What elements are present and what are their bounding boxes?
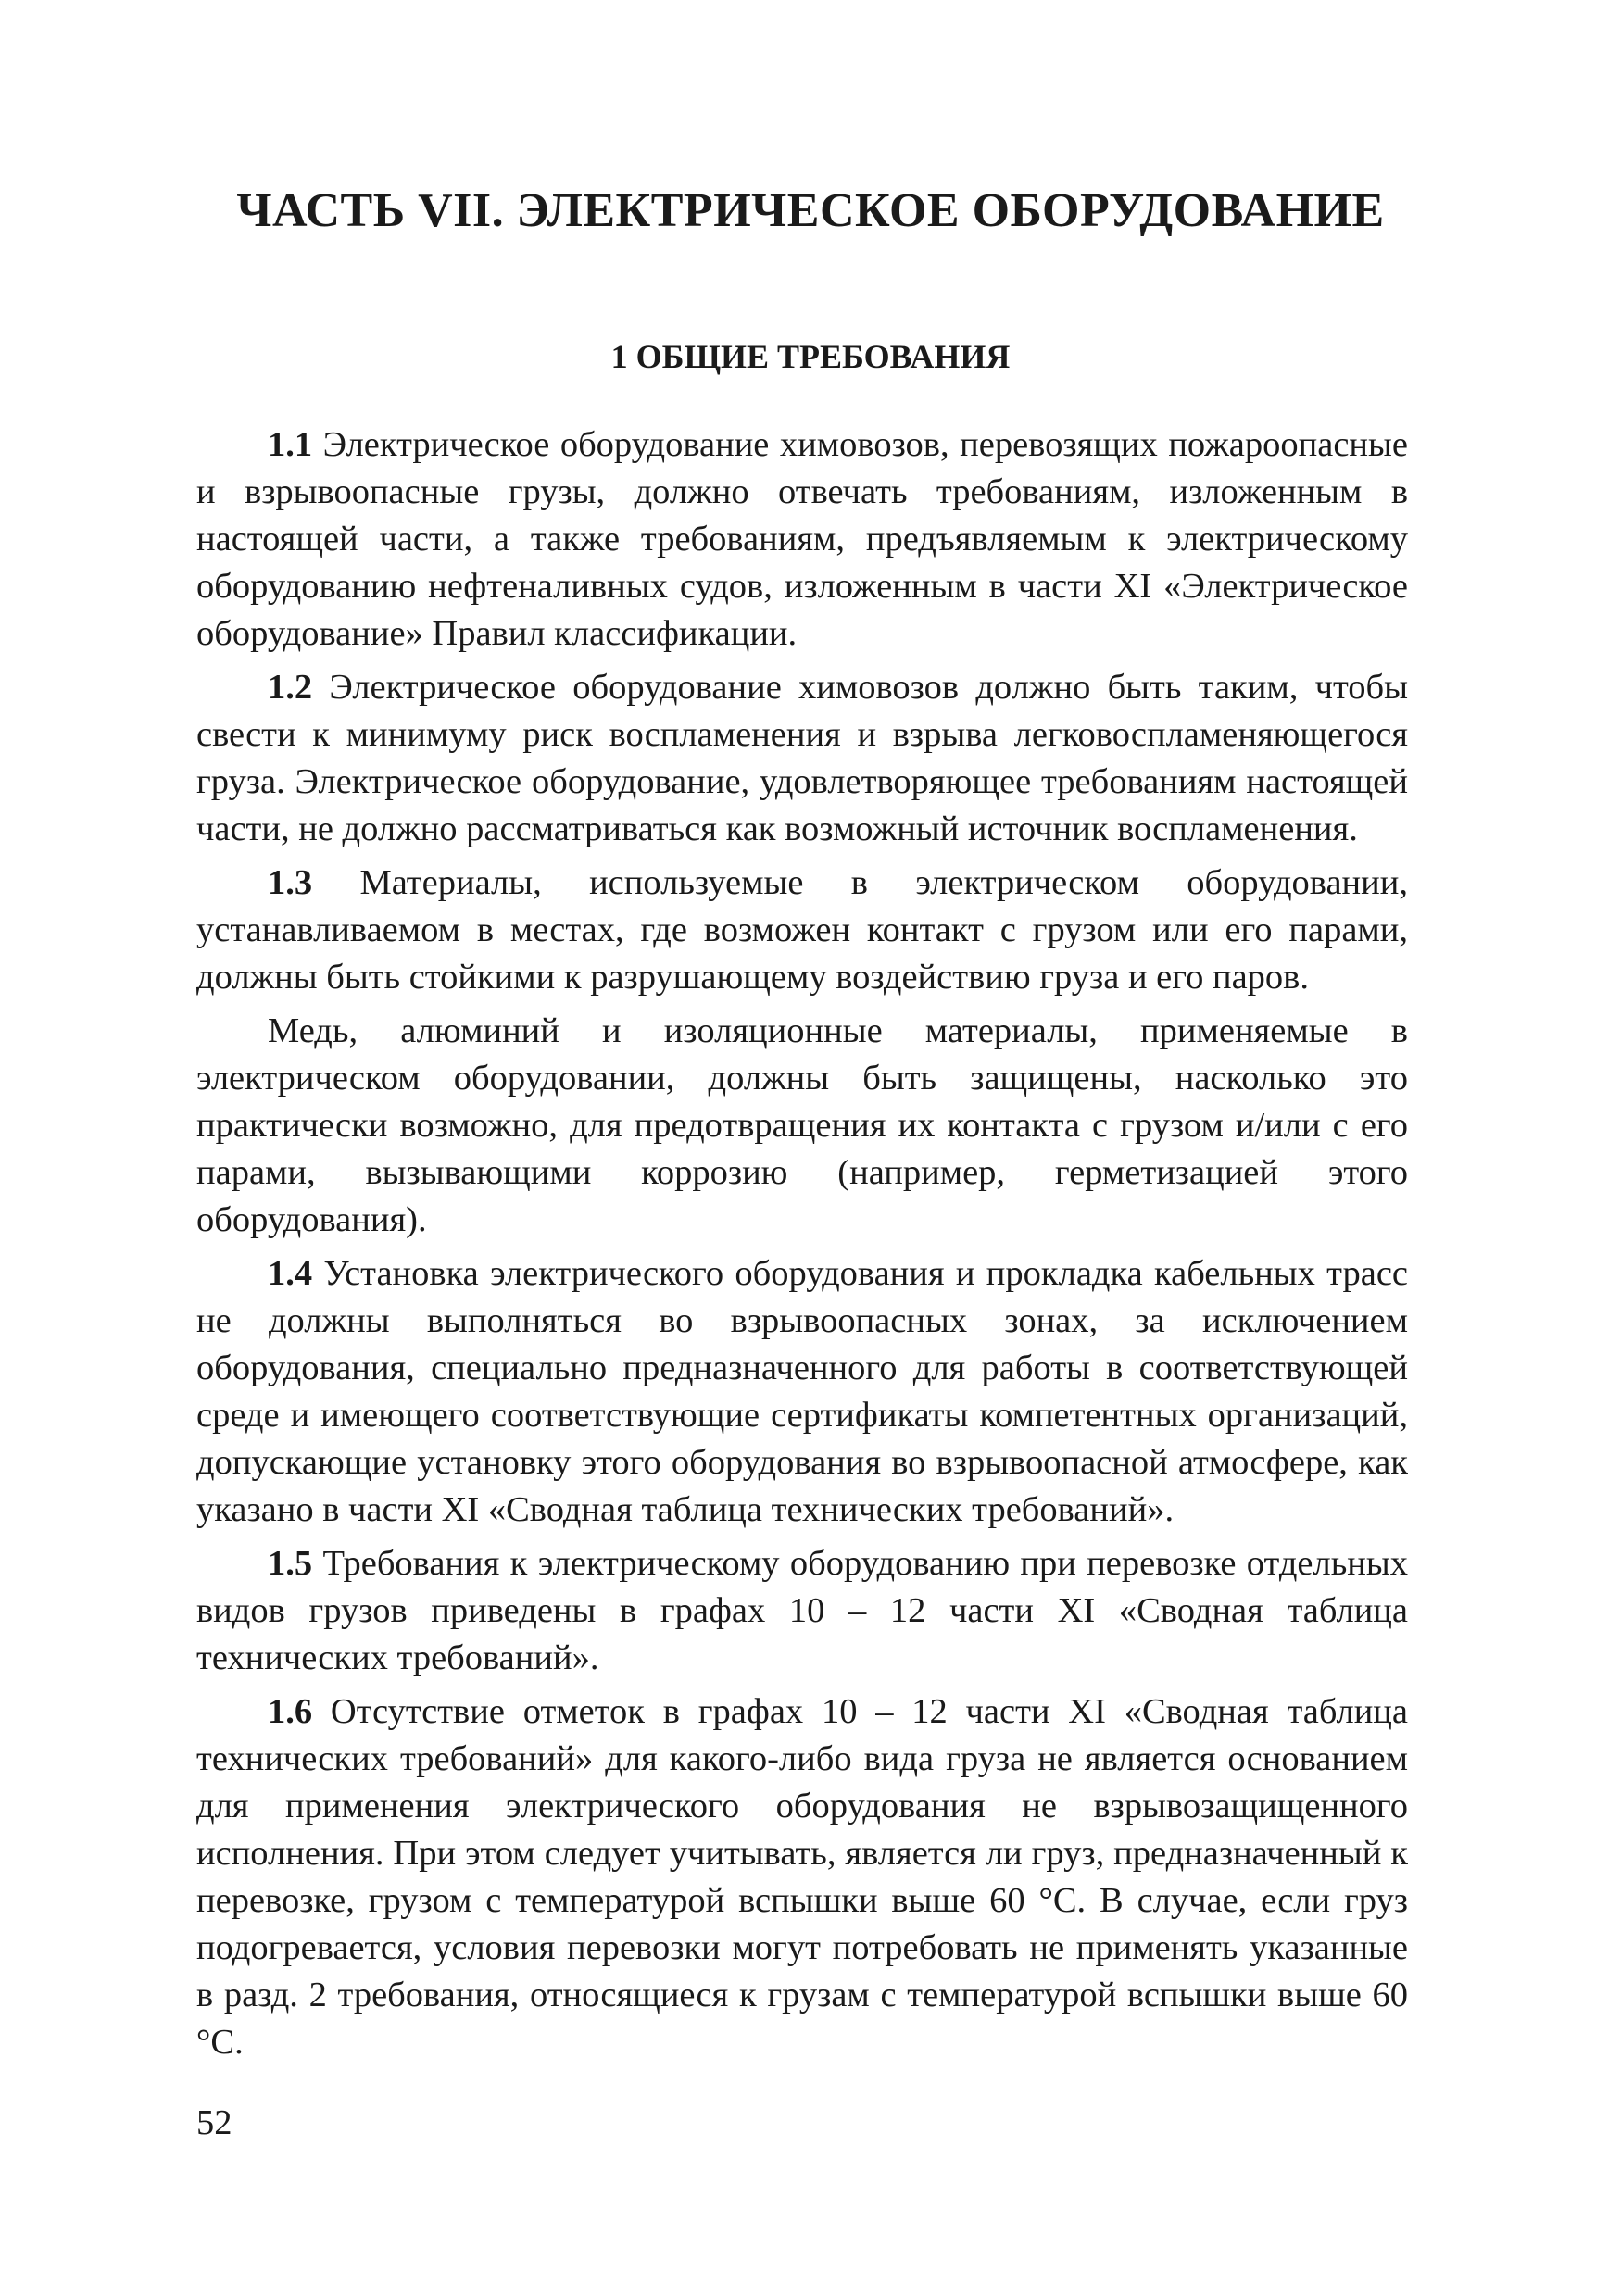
- paragraph-1-5: [196, 1540, 1408, 1682]
- paragraph-1-3-cont: [196, 1008, 1408, 1244]
- paragraph-1-1: [196, 421, 1408, 658]
- paragraph-1-3: [196, 859, 1408, 1001]
- paragraph-number: 1.4: [268, 1254, 313, 1293]
- paragraph-number: 1.2: [268, 668, 313, 707]
- part-title: ЧАСТЬ VII. ЭЛЕКТРИЧЕСКОЕ ОБОРУДОВАНИЕ: [236, 184, 1385, 237]
- section-title: 1 ОБЩИЕ ТРЕБОВАНИЯ: [610, 338, 1011, 375]
- paragraph-text: Установка электрического оборудования и прокладка кабельных трасс не должны выполняться во взрывоопасных зонах, за исключением оборудования, специально предназначенного для работы в соответствующей среде и имеющего соответствующие сертификаты компетентных организаций, допускающие установку этого оборудования во взрывоопасной атмосфере, как указано в части XI «Сводная таблица технических требований».: [196, 1254, 1408, 1529]
- paragraph-text: Отсутствие отметок в графах 10 – 12 части XI «Сводная таблица технических требований» для какого-либо вида груза не является основанием для применения электрического оборудования не взрывозащищенного исполнения. При этом следует учитывать, является ли груз, предназначенный к перевозке, грузом с температурой вспышки выше 60 °С. В случае, если груз подогревается, условия перевозки могут потребовать не применять указанные в разд. 2 требования, относящиеся к грузам с температурой вспышки выше 60 °С.: [196, 1692, 1408, 2062]
- body-text: [196, 421, 1408, 2066]
- paragraph-text: Требования к электрическому оборудованию при перевозке отдельных видов грузов приведены в графах 10 – 12 части XI «Сводная таблица технических требований».: [196, 1544, 1408, 1677]
- paragraph-text: Материалы, используемые в электрическом оборудовании, устанавливаемом в местах, где возможен контакт с грузом или его парами, должны быть стойкими к разрушающему воздействию груза и его паров.: [196, 863, 1408, 997]
- paragraph-text: Медь, алюминий и изоляционные материалы, применяемые в электрическом оборудовании, должны быть защищены, насколько это практически возможно, для предотвращения их контакта с грузом и/или с его парами, вызывающими коррозию (например, герметизацией этого оборудования).: [196, 1011, 1408, 1239]
- paragraph-1-2: [196, 664, 1408, 853]
- paragraph-text: Электрическое оборудование химовозов должно быть таким, чтобы свести к минимуму риск воспламенения и взрыва легковоспламеняющегося груза. Электрическое оборудование, удовлетворяющее требованиям настоящей части, не должно рассматриваться как возможный источник воспламенения.: [196, 668, 1408, 848]
- page-number: 52: [196, 2103, 232, 2142]
- paragraph-number: 1.3: [268, 863, 313, 902]
- paragraph-number: 1.1: [268, 425, 313, 464]
- paragraph-number: 1.5: [268, 1544, 313, 1583]
- paragraph-1-4: [196, 1250, 1408, 1534]
- paragraph-text: Электрическое оборудование химовозов, перевозящих пожароопасные и взрывоопасные грузы, должно отвечать требованиям, изложенным в настоящей части, а также требованиям, предъявляемым к электрическому оборудованию нефтеналивных судов, изложенным в части XI «Электрическое оборудование» Правил классификации.: [196, 425, 1408, 653]
- paragraph-number: 1.6: [268, 1692, 313, 1731]
- paragraph-1-6: [196, 1688, 1408, 2066]
